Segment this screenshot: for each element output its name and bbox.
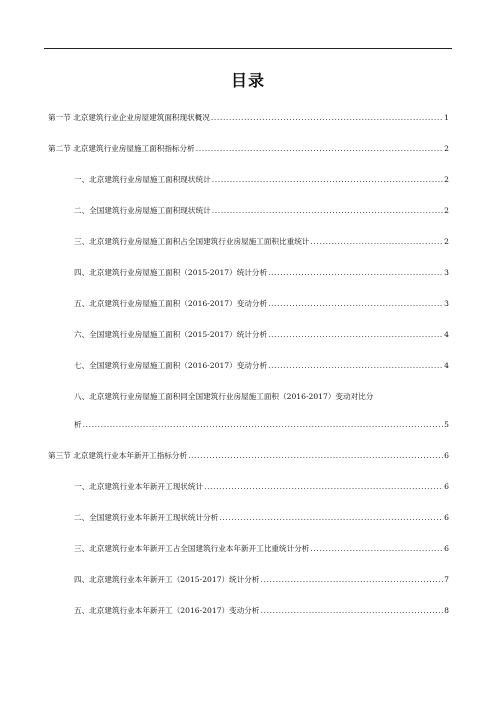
toc-entry-2-4[interactable]: [74, 267, 449, 278]
page-title: 目录: [230, 71, 265, 90]
dot-leader: [219, 513, 443, 522]
toc-entry-page: 2: [444, 175, 449, 184]
toc-entry-label: 第三节 北京建筑行业本年新开工指标分析: [48, 451, 188, 460]
dot-leader: [268, 361, 443, 370]
toc-entry-page: 6: [444, 544, 449, 553]
dot-leader: [83, 420, 444, 429]
toc-entry-page: 6: [444, 513, 449, 522]
dot-leader: [212, 175, 443, 184]
toc-entry-section-1[interactable]: [48, 112, 449, 123]
dot-leader: [261, 606, 444, 615]
toc-entry-2-7[interactable]: [74, 360, 449, 371]
dot-leader: [211, 113, 443, 122]
toc-entry-page: 1: [444, 113, 449, 122]
toc-entry-section-2[interactable]: [48, 143, 449, 154]
toc-entry-page: 2: [444, 237, 449, 246]
toc-entry-label: 五、北京建筑行业房屋施工面积（2016-2017）变动分析: [74, 299, 268, 308]
dot-leader: [268, 299, 443, 308]
toc-entry-2-3[interactable]: [74, 236, 449, 247]
toc-entry-label: 二、全国建筑行业房屋施工面积现状统计: [74, 206, 211, 215]
toc-entry-page: 6: [444, 451, 449, 460]
toc-entry-label: 四、北京建筑行业本年新开工（2015-2017）统计分析: [74, 575, 260, 584]
toc-entry-2-2[interactable]: [74, 205, 449, 216]
toc-entry-page: 4: [444, 330, 449, 339]
dot-leader: [196, 144, 443, 153]
toc-entry-2-1[interactable]: [74, 174, 449, 185]
toc-entry-page: 6: [444, 482, 449, 491]
dot-leader: [268, 268, 443, 277]
toc-entry-page: 2: [444, 144, 449, 153]
toc-entry-label: 七、全国建筑行业房屋施工面积（2016-2017）变动分析: [74, 361, 268, 370]
toc-entry-label: 三、北京建筑行业房屋施工面积占全国建筑行业房屋施工面积比重统计: [74, 237, 310, 246]
toc-entry-3-3[interactable]: [74, 543, 449, 554]
toc-entry-page: 5: [444, 420, 449, 429]
dot-leader: [188, 451, 443, 460]
toc-entry-page: 3: [444, 299, 449, 308]
toc-entry-section-3[interactable]: [48, 450, 449, 461]
toc-entry-2-5[interactable]: [74, 298, 449, 309]
toc-entry-page: 8: [444, 606, 449, 615]
toc-entry-label: 一、北京建筑行业房屋施工面积现状统计: [74, 175, 211, 184]
dot-leader: [204, 482, 443, 491]
dot-leader: [261, 575, 444, 584]
header-rule: [44, 48, 452, 49]
toc-entry-label: 第二节 北京建筑行业房屋施工面积指标分析: [48, 144, 195, 153]
toc-entry-2-6[interactable]: [74, 329, 449, 340]
toc-entry-page: 2: [444, 206, 449, 215]
dot-leader: [310, 237, 443, 246]
toc-entry-label: 二、全国建筑行业本年新开工现状统计分析: [74, 513, 219, 522]
toc-entry-3-4[interactable]: [74, 574, 449, 585]
toc-entry-3-2[interactable]: [74, 512, 449, 523]
toc-entry-label: 六、全国建筑行业房屋施工面积（2015-2017）统计分析: [74, 330, 268, 339]
toc-entry-page: 7: [444, 575, 449, 584]
toc-entry-label: 三、北京建筑行业本年新开工占全国建筑行业本年新开工比重统计分析: [74, 544, 310, 553]
toc-entry-label: 四、北京建筑行业房屋施工面积（2015-2017）统计分析: [74, 268, 268, 277]
dot-leader: [268, 330, 443, 339]
toc-entry-2-8-line1[interactable]: 八、北京建筑行业房屋施工面积同全国建筑行业房屋施工面积（2016-2017）变动对比分: [74, 392, 374, 401]
toc-entry-3-1[interactable]: [74, 481, 449, 492]
toc-entry-page: 4: [444, 361, 449, 370]
toc-entry-3-5[interactable]: [74, 605, 449, 616]
toc-entry-page: 3: [444, 268, 449, 277]
toc-entry-label: 析: [74, 420, 82, 429]
toc-entry-label: 第一节 北京建筑行业企业房屋建筑面积现状概况: [48, 113, 210, 122]
toc-entry-2-8[interactable]: [74, 419, 449, 430]
dot-leader: [212, 206, 443, 215]
toc-entry-label: 一、北京建筑行业本年新开工现状统计: [74, 482, 204, 491]
toc-entry-label: 五、北京建筑行业本年新开工（2016-2017）变动分析: [74, 606, 260, 615]
dot-leader: [310, 544, 443, 553]
